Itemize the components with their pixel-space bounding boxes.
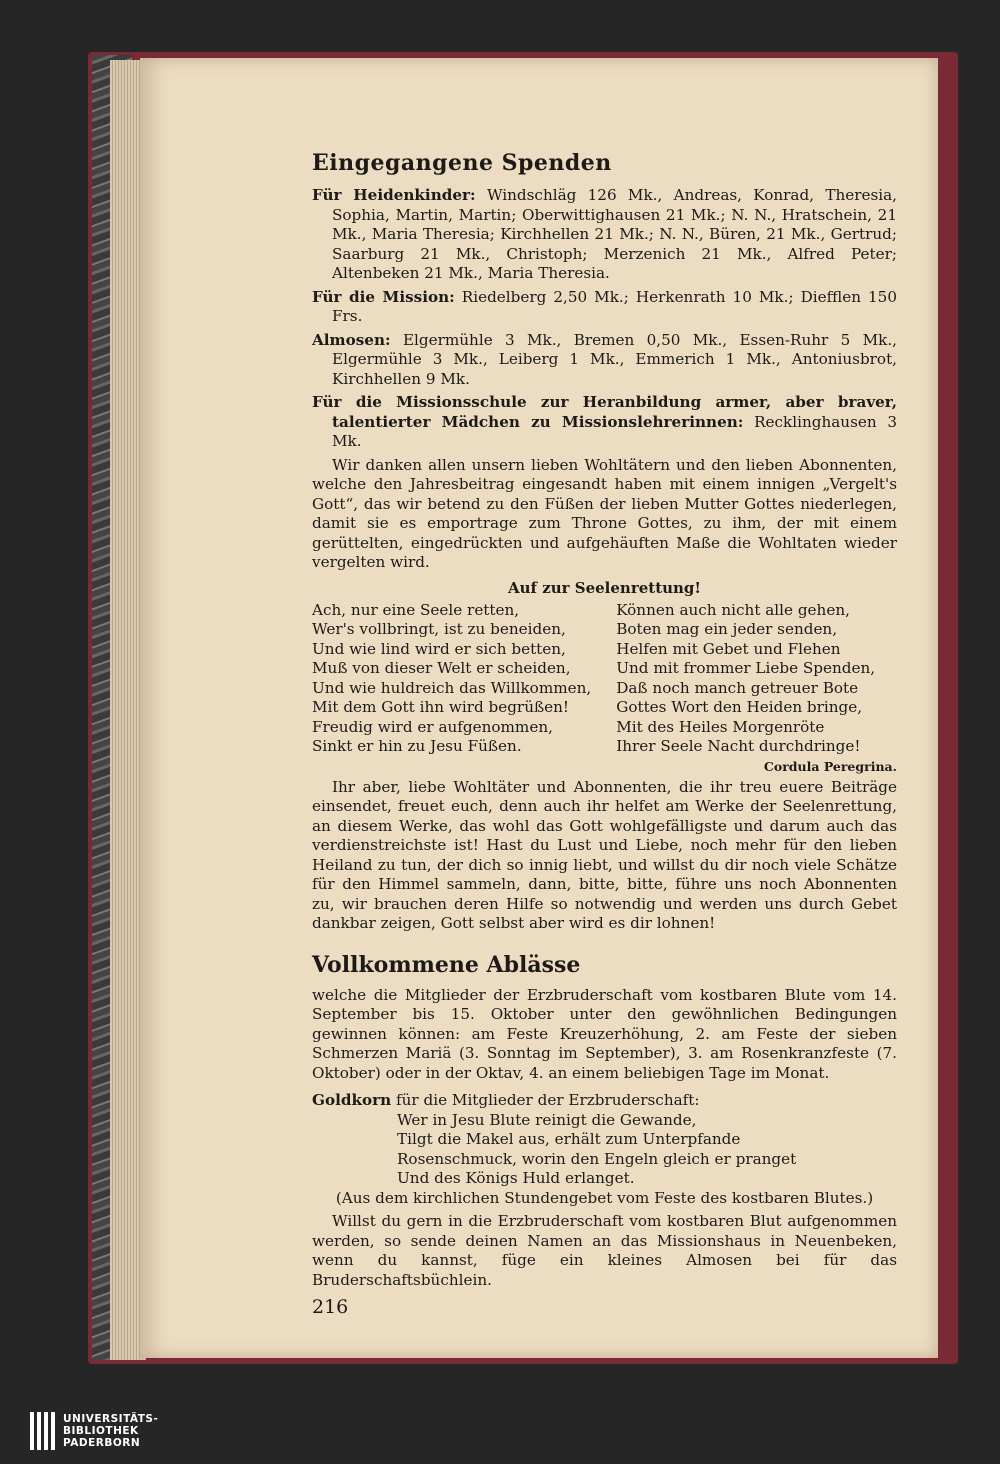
verse-line: Und des Königs Huld erlanget. (397, 1169, 635, 1187)
poem-line: Und wie huldreich das Willkommen, (312, 678, 592, 697)
verse-line: Tilgt die Makel aus, erhält zum Unterpfande (397, 1130, 741, 1148)
poem-line: Daß noch manch getreuer Bote (616, 678, 859, 697)
almosen-text: Elgermühle 3 Mk., Bremen 0,50 Mk., Essen-Ruhr 5 Mk., Elgermühle 3 Mk., Leiberg 1 Mk., Emmerich 1 Mk., Antoniusbrot, Kirchhellen 9 Mk. (332, 330, 897, 388)
heidenkinder-label: Für Heidenkinder: (312, 186, 476, 204)
heidenkinder-entry (312, 186, 897, 284)
mission-entry (312, 288, 897, 327)
library-logo (30, 1412, 158, 1450)
logo-text (63, 1413, 158, 1449)
poem-line: Mit dem Gott ihn wird begrüßen! (312, 698, 569, 716)
verse-line: Wer in Jesu Blute reinigt die Gewande, (397, 1110, 697, 1129)
almosen-entry (312, 331, 897, 390)
goldkorn-text: für die Mitglieder der Erzbruderschaft: (396, 1091, 700, 1109)
logo-line: UNIVERSITÄTS- (63, 1413, 159, 1425)
poem (312, 601, 897, 757)
poem-right-column (616, 601, 897, 757)
poem-line: Gottes Wort den Heiden bringe, (616, 698, 863, 716)
poem-line: Helfen mit Gebet und Flehen (616, 639, 841, 658)
poem-line: Ihrer Seele Nacht durchdringe! (616, 737, 861, 755)
poem-line: Boten mag ein jeder senden, (616, 620, 838, 638)
ablaesse-paragraph: welche die Mitglieder der Erzbruderschaft vom kostbaren Blute vom 14. September bis 15. Oktober unter den gewöhnlichen Bedingungen gewinnen können: am Feste Kreuzerhöhung, 2. am Feste der sieben Schmerzen Mariä (3. Sonntag im September), 3. am Rosenkranzfeste (7. Oktober) oder in der Oktav, 4. an einem beliebigen Tage im Monat. (312, 985, 897, 1082)
appeal-paragraph: Ihr aber, liebe Wohltäter und Abonnenten, die ihr treu euere Beiträge einsendet, freuet euch, denn auch ihr helfet am Werke der Seelenrettung, an diesem Werke, das wohl das Gott wohlgefälligste und darum auch das verdienstreichste ist! Hast du Lust und Liebe, noch mehr für den lieben Heiland zu tun, der dich so innig liebt, und willst du dir noch viele Schätze für den Himmel sammeln, dann, bitte, bitte, führe uns noch Abonnenten zu, wir brauchen deren Hilfe so notwendig und werden uns durch Gebet dankbar zeigen, Gott selbst aber wird es dir lohnen! (312, 777, 897, 932)
goldkorn-verse (312, 1111, 897, 1189)
mission-label: Für die Mission: (312, 287, 455, 306)
page-number: 216 (312, 1296, 349, 1318)
poem-line: Können auch nicht alle gehen, (616, 600, 850, 619)
closing-paragraph: Willst du gern in die Erzbruderschaft vom kostbaren Blut aufgenommen werden, so sende deinen Namen an das Missionshaus in Neuenbeken, wenn du kannst, füge ein kleines Almosen bei für das Bruderschaftsbüchlein. (312, 1212, 897, 1289)
ablaesse-title: Vollkommene Ablässe (312, 951, 581, 978)
logo-bars-icon (30, 1412, 55, 1450)
poem-line: Ach, nur eine Seele retten, (312, 600, 520, 619)
spenden-title: Eingegangene Spenden (312, 150, 612, 176)
poem-line: Wer's vollbringt, ist zu beneiden, (312, 620, 566, 638)
schule-text: Recklinghausen 3 Mk. (332, 412, 898, 450)
verse-source: (Aus dem kirchlichen Stundengebet vom Feste des kostbaren Blutes.) (335, 1188, 874, 1207)
poem-line: Muß von dieser Welt er scheiden, (312, 659, 571, 677)
poem-line: Und mit frommer Liebe Spenden, (616, 659, 876, 677)
poem-line: Sinkt er hin zu Jesu Füßen. (312, 737, 522, 755)
poem-line: Und wie lind wird er sich betten, (312, 639, 566, 658)
mission-text: Riedelberg 2,50 Mk.; Herkenrath 10 Mk.; Diefflen 150 Frs. (332, 287, 898, 325)
poem-line: Mit des Heiles Morgenröte (616, 717, 825, 736)
schule-label: Für die Missionsschule zur Heranbildung armer, aber braver, talentierter Mädchen zu Missionslehrerinnen: (312, 393, 897, 431)
logo-line: PADERBORN (63, 1437, 141, 1449)
logo-line: BIBLIOTHEK (63, 1425, 139, 1437)
poem-left-column (312, 601, 593, 757)
almosen-label: Almosen: (312, 330, 391, 349)
heidenkinder-text: Windschläg 126 Mk., Andreas, Konrad, Theresia, Sophia, Martin, Martin; Oberwittighausen 21 Mk.; N. N., Hratschein, 21 Mk., Maria Theresia; Kirchhellen 21 Mk.; N. N., Büren, 21 Mk., Gertrud; Saarburg 21 Mk., Christoph; Merzenich 21 Mk., Alfred Peter; Altenbeken 21 Mk., Maria Theresia. (332, 186, 897, 282)
goldkorn-label: Goldkorn (312, 1091, 392, 1109)
page-content (312, 150, 897, 1318)
poem-title: Auf zur Seelenrettung! (507, 578, 702, 597)
goldkorn-entry (312, 1091, 897, 1111)
dank-paragraph: Wir danken allen unsern lieben Wohltätern und den lieben Abonnenten, welche den Jahresbeitrag eingesandt haben mit einem innigen „Vergelt's Gott“, das wir betend zu den Füßen der lieben Mutter Gottes niederlegen, damit sie es emportrage zum Throne Gottes, zu ihm, der mit einem gerüttelten, eingedrückten und aufgehäuften Maße die Wohltaten wieder vergelten wird. (312, 455, 897, 571)
poem-line: Freudig wird er aufgenommen, (312, 717, 553, 736)
verse-line: Rosenschmuck, worin den Engeln gleich er pranget (397, 1149, 797, 1168)
poem-author: Cordula Peregrina. (763, 758, 897, 774)
schule-entry (312, 393, 897, 452)
